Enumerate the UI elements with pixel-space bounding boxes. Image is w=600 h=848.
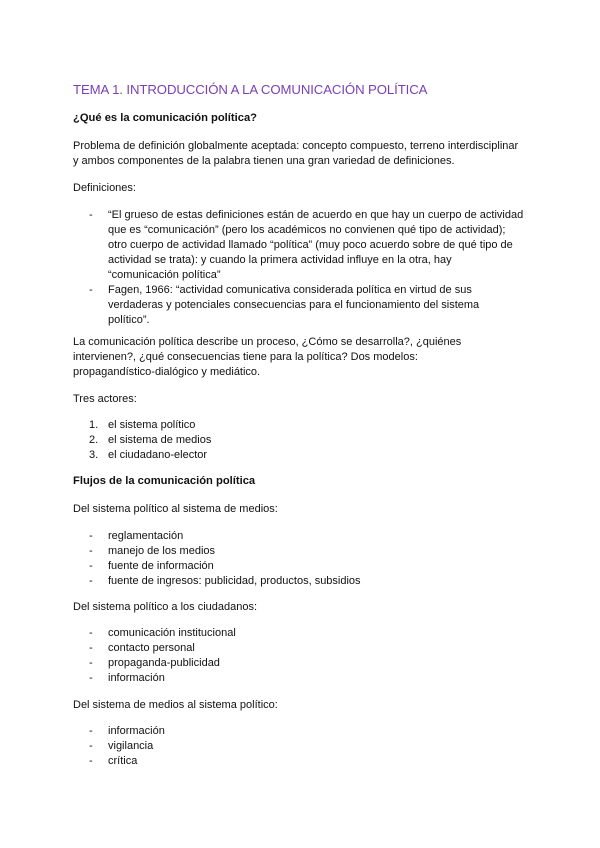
text-line: actividad se trata): y cuando la primera actividad influye en la otra, hay (108, 254, 452, 266)
list-item-text: contacto personal (108, 642, 195, 654)
list-item (73, 433, 211, 448)
list-item-text: fuente de ingresos: publicidad, productos, subsidios (108, 575, 361, 587)
list-item-text: información (108, 672, 165, 684)
flow-list (73, 724, 165, 769)
list-item (73, 626, 236, 641)
dash-bullet: - (89, 575, 93, 587)
dash-bullet: - (89, 530, 93, 542)
list-item-text: manejo de los medios (108, 545, 216, 557)
list-item-text: crítica (108, 755, 138, 767)
list-item-text: el sistema de medios (108, 434, 212, 446)
intro-paragraph (73, 139, 518, 169)
flow-label: Del sistema de medios al sistema político: (73, 699, 278, 711)
list-item (73, 574, 361, 589)
list-item (73, 739, 165, 754)
dash-bullet: - (89, 672, 93, 684)
dash-bullet: - (89, 740, 93, 752)
dash-bullet: - (89, 284, 93, 296)
process-paragraph (73, 335, 461, 380)
list-item-text: propaganda-publicidad (108, 657, 220, 669)
text-line: “El grueso de estas definiciones están de acuerdo en que hay un cuerpo de actividad (108, 209, 524, 221)
dash-bullet: - (89, 642, 93, 654)
dash-bullet: - (89, 725, 93, 737)
flow-label: Del sistema político a los ciudadanos: (73, 601, 258, 613)
list-number: 2. (89, 434, 99, 446)
flow-label: Del sistema político al sistema de medios: (73, 503, 278, 515)
list-item (73, 448, 211, 463)
section-heading-flujos: Flujos de la comunicación política (73, 475, 256, 487)
definitions-label: Definiciones: (73, 182, 136, 194)
list-item-text: el ciudadano-elector (108, 449, 208, 461)
list-item-text: el sistema político (108, 419, 196, 431)
text-line: intervienen?, ¿qué consecuencias tiene para la política? Dos modelos: (73, 351, 418, 363)
text-line: “comunicación política” (108, 269, 221, 281)
document-title: TEMA 1. INTRODUCCIÓN A LA COMUNICACIÓN POLÍTICA (73, 82, 428, 97)
text-line: verdaderas y potenciales consecuencias para el funcionamiento del sistema (108, 299, 480, 311)
flow-list (73, 529, 361, 589)
list-item (73, 724, 165, 739)
dash-bullet: - (89, 560, 93, 572)
text-line: Problema de definición globalmente aceptada: concepto compuesto, terreno interdisciplinar (73, 140, 519, 152)
actors-list (73, 418, 211, 463)
list-item (73, 671, 236, 686)
text-line: La comunicación política describe un proceso, ¿Cómo se desarrolla?, ¿quiénes (73, 336, 462, 348)
definitions-list (73, 208, 523, 328)
dash-bullet: - (89, 755, 93, 767)
list-item-text: reglamentación (108, 530, 184, 542)
text-line: propagandístico-dialógico y mediático. (73, 366, 261, 378)
dash-bullet: - (89, 627, 93, 639)
dash-bullet: - (89, 545, 93, 557)
list-item-text: información (108, 725, 165, 737)
list-item-text: comunicación institucional (108, 627, 236, 639)
list-item (73, 544, 361, 559)
dash-bullet: - (89, 209, 93, 221)
list-number: 3. (89, 449, 99, 461)
text-line: que es “comunicación” (pero los académicos no convienen qué tipo de actividad); (108, 224, 506, 236)
dash-bullet: - (89, 657, 93, 669)
list-item (73, 559, 361, 574)
section-heading-que-es: ¿Qué es la comunicación política? (73, 112, 258, 124)
list-item-text: vigilancia (108, 740, 154, 752)
list-item (73, 208, 523, 283)
list-item (73, 754, 165, 769)
flow-list (73, 626, 236, 686)
list-number: 1. (89, 419, 99, 431)
list-item (73, 283, 523, 328)
text-line: y ambos componentes de la palabra tienen una gran variedad de definiciones. (73, 155, 455, 167)
actors-label: Tres actores: (73, 393, 137, 405)
list-item (73, 656, 236, 671)
text-line: otro cuerpo de actividad llamado “política” (muy poco acuerdo sobre de qué tipo de (108, 239, 513, 251)
text-line: político”. (108, 314, 150, 326)
list-item (73, 529, 361, 544)
list-item (73, 418, 211, 433)
list-item (73, 641, 236, 656)
list-item-text: fuente de información (108, 560, 214, 572)
text-line: Fagen, 1966: “actividad comunicativa considerada política en virtud de sus (108, 284, 472, 296)
